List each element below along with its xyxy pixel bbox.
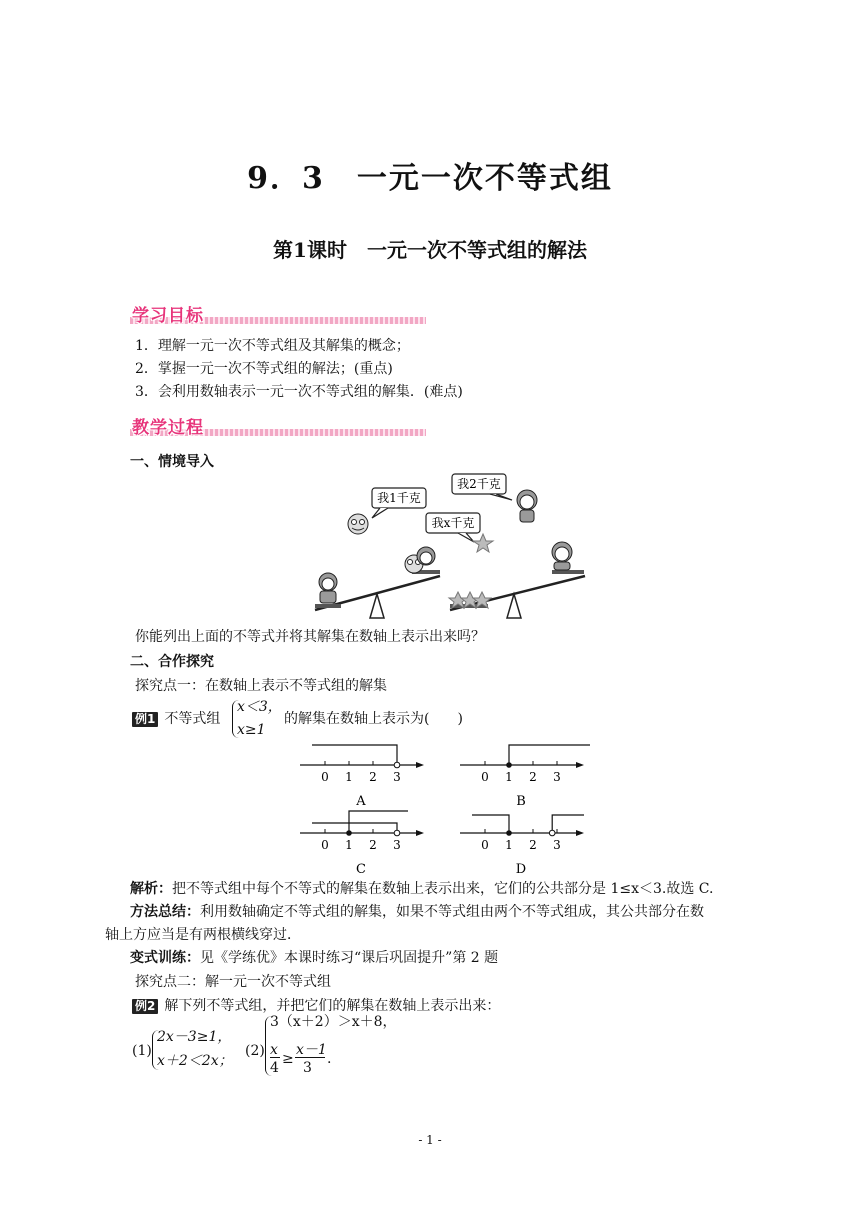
example-2-part-2-ge: ≥ (282, 1051, 294, 1067)
example-2-tag: 例2 (132, 999, 158, 1014)
character-icon-small-face (348, 514, 368, 534)
bubble-text-1: 我1千克 (377, 491, 421, 505)
number-line-option-D (460, 815, 584, 877)
section-intro-heading: 一、情境导入 (130, 454, 214, 470)
tick-label: 0 (481, 838, 489, 852)
example-2-part-1-label: (1) (132, 1043, 152, 1059)
option-label-A: A (356, 794, 366, 809)
lesson-subtitle: 第1课时 一元一次不等式组的解法 (273, 238, 587, 262)
option-label-C: C (356, 862, 366, 877)
option-label-B: B (516, 794, 526, 809)
intro-question: 你能列出上面的不等式并将其解集在数轴上表示出来吗？ (135, 629, 485, 645)
character-icon-doraemon-top (517, 490, 537, 522)
goal-item-3: 3．会利用数轴表示一元一次不等式组的解集．(难点) (135, 384, 463, 400)
example-2-part-2-end: . (327, 1051, 332, 1067)
number-line-options (0, 738, 860, 878)
goal-item-1: 1．理解一元一次不等式组及其解集的概念； (135, 338, 410, 354)
method-paragraph (130, 902, 704, 922)
tick-label: 3 (393, 770, 401, 784)
tick-label: 3 (553, 770, 561, 784)
page-title: 9．3 一元一次不等式组 (247, 161, 613, 196)
analysis-label: 解析： (130, 881, 172, 897)
star-icon-floating (473, 534, 493, 552)
variant-paragraph (130, 948, 498, 968)
example-2-part-2-num-right: x－1 (296, 1042, 327, 1058)
example-2-part-2-num-left: x (270, 1042, 278, 1058)
analysis-text: 把不等式组中每个不等式的解集在数轴上表示出来，它们的公共部分是 1≤x＜3.故选 C. (172, 881, 714, 897)
tick-label: 1 (345, 770, 353, 784)
example-2-part-2-den-right: 3 (303, 1060, 312, 1076)
method-label: 方法总结： (130, 904, 200, 920)
example-2-part-2-ineq-1: 3（x＋2）＞x＋8， (270, 1014, 397, 1030)
section-explore-heading: 二、合作探究 (130, 654, 214, 670)
tick-label: 2 (529, 838, 537, 852)
process-banner (130, 414, 426, 436)
process-banner-label: 教学过程 (132, 418, 204, 438)
example-2-text: 解下列不等式组，并把它们的解集在数轴上表示出来： (164, 998, 501, 1014)
example-2-part-2-den-left: 4 (270, 1060, 279, 1076)
example-1-ineq-1: x＜3， (237, 699, 282, 715)
goal-item-2: 2．掌握一元一次不等式组的解法；(重点) (135, 361, 393, 377)
example-1-pre: 不等式组 (164, 711, 221, 727)
seesaw-left (315, 547, 440, 618)
tick-label: 1 (505, 838, 513, 852)
tick-label: 0 (321, 838, 329, 852)
tick-label: 0 (481, 770, 489, 784)
goals-banner-label: 学习目标 (132, 306, 204, 326)
method-text-1: 利用数轴确定不等式组的解集，如果不等式组由两个不等式组成，其公共部分在数 (200, 904, 704, 920)
tick-label: 0 (321, 770, 329, 784)
tick-label: 2 (369, 838, 377, 852)
seesaw-illustration (300, 470, 600, 620)
example-1-post: 的解集在数轴上表示为( ) (284, 711, 463, 727)
example-2-part-1-ineq-2: x＋2＜2x； (157, 1053, 233, 1069)
example-2-part-2-label: (2) (245, 1043, 265, 1059)
page-number: - 1 - (418, 1133, 442, 1147)
method-text-2: 轴上方应当是有两根横线穿过． (105, 927, 301, 943)
option-label-D: D (515, 862, 527, 877)
speech-bubble-1 (372, 488, 426, 518)
explore-point-2: 探究点二：解一元一次不等式组 (135, 974, 331, 990)
tick-label: 2 (369, 770, 377, 784)
variant-label: 变式训练： (130, 950, 200, 966)
tick-label: 3 (553, 838, 561, 852)
analysis-paragraph (130, 879, 713, 899)
tick-label: 3 (393, 838, 401, 852)
example-1-intro (132, 709, 220, 729)
speech-bubble-3 (426, 513, 480, 542)
goals-banner (130, 302, 426, 324)
tick-label: 1 (345, 838, 353, 852)
example-1-tag: 例1 (132, 712, 158, 727)
seesaw-right (449, 542, 585, 618)
example-1-ineq-2: x≥1 (237, 722, 266, 738)
explore-point-1: 探究点一：在数轴上表示不等式组的解集 (135, 678, 387, 694)
bubble-text-2: 我2千克 (457, 477, 501, 491)
tick-label: 2 (529, 770, 537, 784)
example-2-part-1-ineq-1: 2x－3≥1， (157, 1029, 232, 1045)
speech-bubble-2 (452, 474, 512, 500)
number-line-option-B (460, 745, 590, 809)
number-line-option-A (300, 745, 424, 809)
number-line-option-C (300, 811, 424, 877)
bubble-text-3: 我x千克 (431, 516, 475, 530)
variant-text: 见《学练优》本课时练习“课后巩固提升”第 2 题 (200, 950, 499, 966)
tick-label: 1 (505, 770, 513, 784)
